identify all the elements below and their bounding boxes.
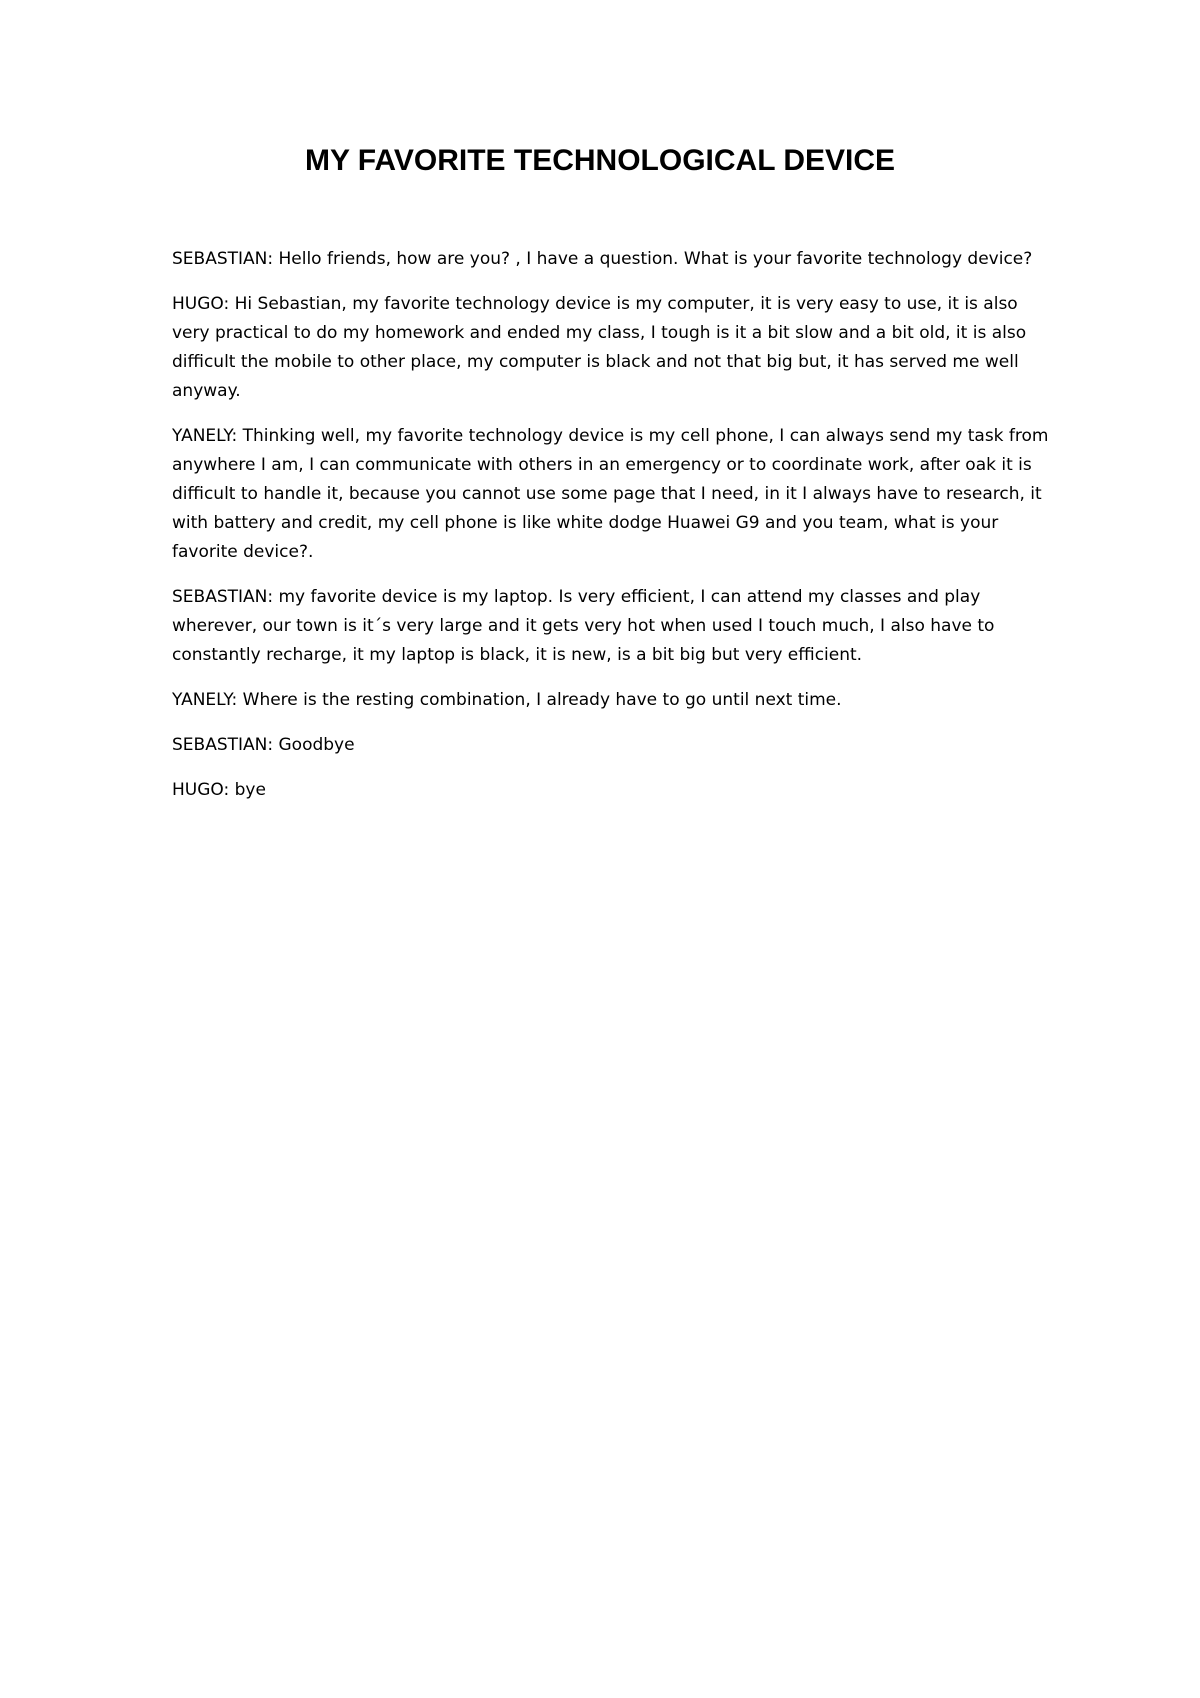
speaker-name: YANELY: [172, 426, 238, 446]
dialogue-text: Hello friends, how are you? , I have a question. What is your favorite technology device? [273, 249, 1033, 269]
dialogue-line [172, 583, 1052, 670]
dialogue-text: my favorite device is my laptop. Is very efficient, I can attend my classes and play wherever, our town is it´s very large and it gets very hot when used I touch much, I also have to constantly recharge, it my laptop is black, it is new, is a bit big but very efficient. [172, 587, 995, 665]
dialogue-line [172, 731, 1052, 760]
dialogue-line [172, 686, 1052, 715]
dialogue-line [172, 245, 1052, 274]
speaker-name: YANELY: [172, 690, 238, 710]
dialogue-line [172, 422, 1052, 567]
speaker-name: HUGO: [172, 780, 230, 800]
speaker-name: SEBASTIAN: [172, 249, 274, 269]
dialogue-text: bye [229, 780, 266, 800]
speaker-name: SEBASTIAN: [172, 735, 274, 755]
speaker-name: HUGO: [172, 294, 230, 314]
dialogue-text: Goodbye [273, 735, 355, 755]
dialogue-text: Where is the resting combination, I already have to go until next time. [237, 690, 842, 710]
dialogue-line [172, 776, 1052, 805]
dialogue-body [172, 245, 1052, 821]
speaker-name: SEBASTIAN: [172, 587, 274, 607]
dialogue-line [172, 290, 1052, 406]
dialogue-text: Hi Sebastian, my favorite technology device is my computer, it is very easy to use, it is also very practical to do my homework and ended my class, I tough is it a bit slow and a bit old, it is also difficult the mobile to other place, my computer is black and not that big but, it has served me well anyway. [172, 294, 1027, 401]
dialogue-text: Thinking well, my favorite technology device is my cell phone, I can always send my task from anywhere I am, I can communicate with others in an emergency or to coordinate work, after oak it is difficult to handle it, because you cannot use some page that I need, in it I always have to research, it with battery and credit, my cell phone is like white dodge Huawei G9 and you team, what is your favorite device?. [172, 426, 1049, 562]
document-title: MY FAVORITE TECHNOLOGICAL DEVICE [304, 144, 896, 177]
